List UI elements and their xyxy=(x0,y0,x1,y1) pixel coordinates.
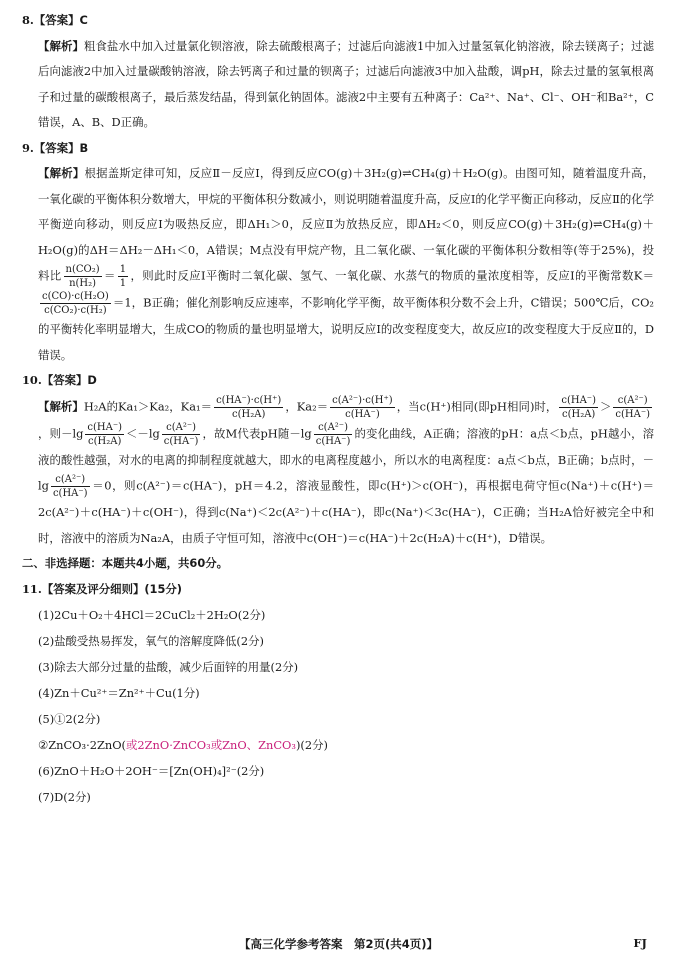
q9-text-part3: ＝1，B正确；催化剂影响反应速率，不影响化学平衡，故平衡体积分数不会上升，C错误；500℃后，CO₂的平衡转化率明显增大，生成CO的物质的量也明显增大，说明反应Ⅰ的改变程度变大，故反应Ⅰ的改变程度大于反应Ⅱ的，D错误。 xyxy=(38,295,654,362)
q10-fraction-8 xyxy=(51,473,90,500)
q8-analysis-head: 【解析】 xyxy=(38,38,84,53)
fraction-numerator: c(CO)·c(H₂O) xyxy=(42,291,109,302)
fraction-numerator: c(HA⁻) xyxy=(561,394,596,406)
q11-item: (4)Zn＋Cu²⁺＝Zn²⁺＋Cu(1分) xyxy=(38,686,200,700)
fraction-numerator: c(A²⁻) xyxy=(613,394,652,408)
section-heading: 二、非选择题：本题共4小题，共60分。 xyxy=(22,556,229,570)
q10-number: 10. xyxy=(22,373,42,387)
q10-analysis-head: 【解析】 xyxy=(38,399,84,413)
q10-text-p1: H₂A的Ka₁＞Ka₂，Ka₁＝ xyxy=(83,399,213,413)
q11-item: (1)2Cu＋O₂＋4HCl＝2CuCl₂＋2H₂O(2分) xyxy=(38,608,266,622)
q11-item: (5)①2(2分) xyxy=(38,712,101,726)
q10-fraction-7 xyxy=(314,421,353,448)
q10-fraction-ka2 xyxy=(330,394,395,421)
page-content xyxy=(22,8,654,810)
q9-fraction-k xyxy=(40,290,111,317)
q10-fraction-3 xyxy=(559,394,598,421)
fraction-numerator: c(A²⁻) xyxy=(314,421,353,435)
q9-answer-line xyxy=(22,136,654,162)
fraction-numerator: c(A²⁻) xyxy=(162,421,201,435)
fraction-numerator: c(HA⁻)·c(H⁺) xyxy=(216,394,282,406)
q9-text-part1: 根据盖斯定律可知，反应Ⅱ－反应Ⅰ，得到反应CO(g)＋3H₂(g)⇌CH₄(g)＋H₂O(g)。由图可知，随着温度升高，一氧化碳的平衡体积分数增大，甲烷的平衡体积分数减小，则说明随着温度升高，反应Ⅰ的化学平衡正向移动，反应Ⅱ的化学平衡逆向移动，则反应Ⅰ为吸热反应，即ΔH₁＞0，反应Ⅱ为放热反应，即ΔH₂＜0，则反应CO(g)＋3H₂(g)⇌CH₄(g)＋H₂O(g)的ΔH＝ΔH₂－ΔH₁＜0，A错误；M点没有甲烷产物，且二氧化碳、一氧化碳的平衡体积分数相等(等于25%)，投料比 xyxy=(38,166,654,283)
q10-text-p5: ，则－lg xyxy=(38,426,84,440)
q11-item: (2)盐酸受热易挥发，氧气的溶解度降低(2分) xyxy=(38,634,264,648)
q10-answer: 【答案】D xyxy=(41,373,97,387)
fraction-denominator: 1 xyxy=(119,278,127,289)
q9-number: 9. xyxy=(22,140,34,155)
q8-number: 8. xyxy=(22,13,34,27)
q10-text-p2: ，Ka₂＝ xyxy=(285,399,329,413)
q10-analysis xyxy=(22,394,654,552)
q11-item-5b-pre: ②ZnCO₃·2ZnO( xyxy=(38,738,126,752)
q11-item-5b xyxy=(22,732,654,758)
footer-title: 【高三化学参考答案 第2页(共4页)】 xyxy=(238,937,438,951)
fraction-denominator: c(H₂A) xyxy=(88,435,122,447)
q10-answer-line xyxy=(22,368,654,394)
q10-text-p9: ＝0，则c(A²⁻)＝c(HA⁻)，pH＝4.2，溶液显酸性，即c(H⁺)＞c(OH⁻)，再根据电荷守恒c(Na⁺)＋c(H⁺)＝2c(A²⁻)＋c(HA⁻)＋c(OH⁻)，得到c(Na⁺)＜2c(A²⁻)＋c(HA⁻)，即c(Na⁺)＜3c(HA⁻)，C正确；当H₂A恰好被完全中和时，溶液中的溶质为Na₂A，由质子守恒可知，溶液中c(OH⁻)＝c(HA⁻)＋2c(H₂A)＋c(H⁺)，D错误。 xyxy=(38,478,654,545)
fraction-denominator: c(H₂A) xyxy=(561,408,596,420)
q9-text-part2: ，则此时反应Ⅰ平衡时二氧化碳、氢气、一氧化碳、水蒸气的物质的量浓度相等，反应Ⅰ的平衡常数K＝ xyxy=(130,268,654,283)
q10-text-p4: ＞ xyxy=(599,399,612,413)
q10-fraction-4 xyxy=(613,394,652,421)
q9-analysis xyxy=(22,161,654,368)
fraction-denominator: c(HA⁻) xyxy=(52,488,88,499)
fraction-numerator: n(CO₂) xyxy=(65,264,100,275)
q9-analysis-head: 【解析】 xyxy=(38,166,85,180)
fraction-denominator: c(HA⁻) xyxy=(315,435,351,447)
q10-fraction-5 xyxy=(85,421,124,448)
fraction-denominator: n(H₂) xyxy=(69,278,97,289)
fraction-denominator: c(HA⁻) xyxy=(163,435,199,447)
fraction-numerator: c(A²⁻) xyxy=(51,473,90,487)
q10-text-p7: ，故M代表pH随－lg xyxy=(202,426,312,440)
q10-fraction-6 xyxy=(162,421,201,448)
q11-head-line xyxy=(22,577,654,603)
fraction-denominator: c(H₂A) xyxy=(231,408,266,420)
q8-analysis xyxy=(22,34,654,136)
q11-item-5b-alternative: 或2ZnO·ZnCO₃或ZnO、ZnCO₃ xyxy=(125,738,296,752)
footer-code: FJ xyxy=(633,936,647,950)
q11-item: (6)ZnO＋H₂O＋2OH⁻＝[Zn(OH)₄]²⁻(2分) xyxy=(38,764,265,778)
q8-answer: 【答案】C xyxy=(33,13,88,27)
q11-item-5b-post: )(2分) xyxy=(295,738,328,752)
q8-answer-line xyxy=(22,8,654,34)
q11-head: 【答案及评分细则】(15分) xyxy=(41,581,182,596)
q11-item: (7)D(2分) xyxy=(38,790,91,804)
q9-fraction-feed-ratio xyxy=(64,263,102,290)
q10-fraction-ka1 xyxy=(214,394,283,421)
q11-item: (3)除去大部分过量的盐酸，减少后面锌的用量(2分) xyxy=(38,660,299,674)
fraction-numerator: 1 xyxy=(119,264,127,275)
fraction-denominator: c(HA⁻) xyxy=(615,408,650,420)
q8-analysis-text: 粗食盐水中加入过量氯化钡溶液，除去硫酸根离子；过滤后向滤液1中加入过量氢氧化钠溶液，除去镁离子；过滤后向滤液2中加入过量碳酸钠溶液，除去钙离子和过量的钡离子；过滤后向滤液3中加入盐酸，调pH，除去过量的氢氧根离子和过量的碳酸根离子，最后蒸发结晶，得到氯化钠固体。滤液2中主要有五种离子：Ca²⁺、Na⁺、Cl⁻、OH⁻和Ba²⁺，C错误，A、B、D正确。 xyxy=(38,38,654,129)
q9-fraction-one xyxy=(118,263,128,290)
q11-number: 11. xyxy=(22,581,42,596)
q10-text-p6: ＜－lg xyxy=(126,426,160,440)
equals-sign: ＝ xyxy=(103,268,116,283)
q9-answer: 【答案】B xyxy=(33,140,89,155)
fraction-denominator: c(HA⁻) xyxy=(345,408,380,420)
page-footer xyxy=(0,936,677,956)
fraction-denominator: c(CO₂)·c(H₂) xyxy=(44,305,107,316)
q10-text-p8: 的变化曲线，A正确；溶液的pH：a点＜b点，pH越小，溶液的酸性越强，对水的电离的抑制程度就越大，即水的电离程度越小，所以水的电离程度：a点＜b点，B正确；b点时，－lg xyxy=(38,426,655,493)
fraction-numerator: c(HA⁻) xyxy=(87,421,123,433)
q10-text-p3: ，当c(H⁺)相同(即pH相同)时， xyxy=(396,399,558,413)
fraction-numerator: c(A²⁻)·c(H⁺) xyxy=(332,394,393,406)
